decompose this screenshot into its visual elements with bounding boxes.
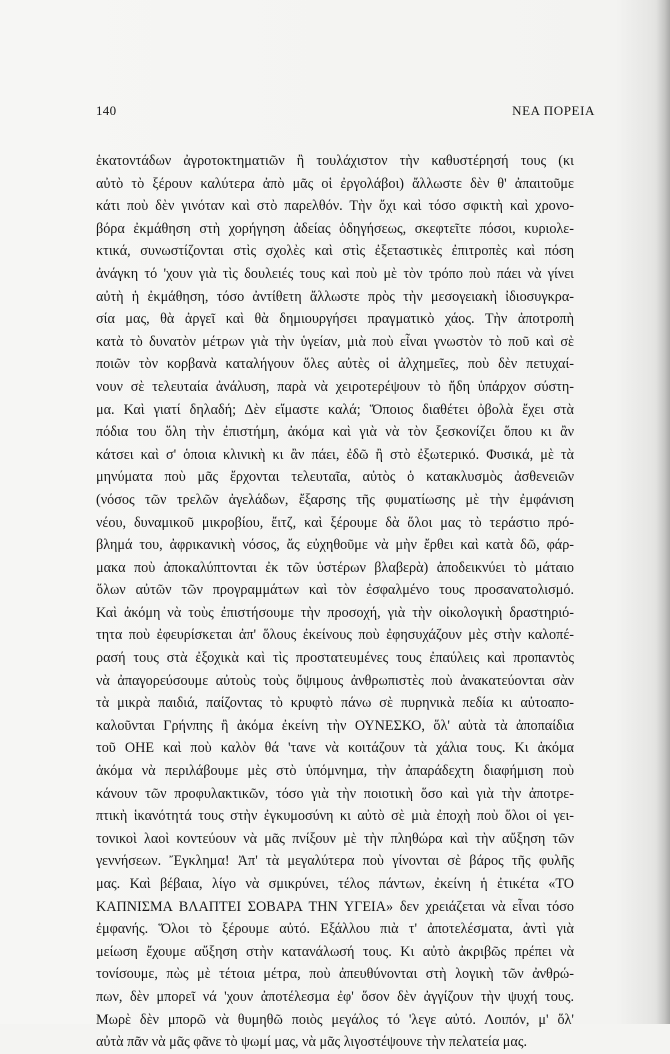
text-line: καλοῦνται Γρήνπης ἢ ἀκόμα ἐκείνη τὴν ΟΥΝΕΣΚΟ, ὅλ' αὐτὰ τὰ ἀποπαίδια [96,717,574,734]
text-line: κτικά, συνωστίζονται στὶς σχολὲς καὶ στὶς ἐξεταστικὲς ἐπιτροπὲς καὶ πόση [96,243,574,260]
text-line: ἀνάγκη τό 'χουν γιὰ τὶς δουλειές τους καὶ ποὺ μὲ τὸν τρόπο ποὺ πάει νὰ γίνει [96,265,574,282]
text-line: τὰ μικρὰ παιδιά, παίζοντας τὸ κρυφτὸ πάνω σὲ πυρηνικὰ πεδία κι αὐτοαπο- [96,695,574,712]
text-line: κάνουν τῶν προφυλακτικῶν, τόσο γιὰ τὴν ποιοτικὴ ὅσο καὶ γιὰ τὴν ἀποτρε- [96,785,574,802]
text-line: μηνύματα ποὺ μᾶς ἔρχονται τελευταῖα, αὐτὸς ὁ κατακλυσμὸς ἀσθενειῶν [96,469,574,486]
text-line: κάτσει καὶ σ' ὁποια κλινικὴ κι ἂν πάει, ἐδῶ ἢ στὸ ἐξωτερικό. Φυσικά, μὲ τὰ [96,446,574,463]
page-edge-shadow [656,0,670,1024]
text-line: Μωρὲ δὲν μπορῶ νὰ θυμηθῶ ποιὸς μεγάλος τό 'λεγε αὐτό. Λοιπόν, μ' ὅλ' [96,1011,574,1028]
text-line: ΚΑΠΝΙΣΜΑ ΒΛΑΠΤΕΙ ΣΟΒΑΡΑ ΤΗΝ ΥΓΕΙΑ» δεν χρειάζεται νὰ εἶναι τόσο [96,898,574,915]
text-line: σία μας, θὰ ἀργεῖ καὶ θὰ δημιουργήσει πραγματικὸ χάος. Τὴν ἀποτροπὴ [96,311,574,328]
text-line: ρασή τους στὰ ἐξοχικὰ καὶ τὶς προστατευμένες τους ἐπαύλεις καὶ προπαντὸς [96,650,574,667]
text-line: πων, δὲν μπορεῖ νά 'χουν ἀποτέλεσμα ἐφ' ὅσον δὲν ἀγγίζουν τὴν ψυχή τους. [96,988,574,1005]
text-line: ἑκατοντάδων ἀγροτοκτηματιῶν ἢ τουλάχιστον τὴν καθυστέρησή τους (κι [96,153,574,169]
text-line: κατὰ τὸ δυνατὸν μέτρων γιὰ τὴν ὑγείαν, μιὰ ποὺ εἶναι γνωστὸν τὸ ποῦ καὶ σὲ [96,333,574,350]
body-text [96,150,574,1054]
text-line: βόρα ἐκμάθηση στὴ χορήγηση ἀδείας ὁδηγήσεως, σκεφτεῖτε πόσοι, κυριολε- [96,220,574,237]
text-line: μα. Καὶ γιατί δηλαδή; Δὲν εἴμαστε καλά; Ὅποιος διαθέτει ὀβολὰ ἔχει στὰ [96,401,574,418]
text-line: μας. Καὶ βέβαια, λίγο νὰ σμικρύνει, τέλος πάντων, ἐκείνη ἡ ἐτικέτα «ΤΟ [96,876,574,892]
text-line: αὐτὸ τὸ ξέρουν καλύτερα ἀπὸ μᾶς οἱ ἐργολάβοι) ἄλλωστε δὲν θ' ἀπαιτοῦμε [96,175,574,192]
text-line: μακα ποὺ ἀποκαλύπτονται ἐκ τῶν ὑστέρων βλαβερὰ) ἀποδεικνύει τὸ μάταιο [96,559,574,576]
text-line: νουν σὲ τελευταία ἀνάλυση, παρὰ νὰ χειροτερέψουν τὸ ἤδη ὑπάρχον σύστη- [96,378,574,395]
text-line: ἀκόμα νὰ περιλάβουμε μὲς στὸ ὑπόμνημα, τὴν ἀπαράδεχτη διαφήμιση ποὺ [96,763,574,780]
text-line: κάτι ποὺ δὲν γινόταν καὶ στὸ παρελθόν. Τὴν ὄχι καὶ τόσο σφικτὴ καὶ χρονο- [96,198,574,215]
text-line: μείωση ἔχουμε αὔξηση στὴν κατανάλωσή τους. Κι αὐτὸ ἀκριβῶς πρέπει νὰ [96,943,574,960]
text-line: βλημά του, ἀφρικανικὴ νόσος, ἄς εὐχηθοῦμε νὰ μὴν ἔρθει καὶ κατὰ δῶ, φάρ- [96,537,574,554]
text-line: νὰ ἀπαγορεύσουμε αὐτοὺς τοὺς ὄψιμους ἀνθρωπιστὲς ποὺ ἀνακατεύονται σὰν [96,672,574,689]
text-line: τητα ποὺ ἐφευρίσκεται ἀπ' ὅλους ἐκείνους ποὺ ἐφησυχάζουν μὲς στὴν καλοπέ- [96,627,574,644]
text-line: πτικὴ ἱκανότητά τους στὴν ἐγκυμοσύνη κι αὐτὸ σὲ μιὰ ἐποχὴ ποὺ ὅλοι οἱ γει- [96,808,574,825]
text-line: ποιῶν τὸν κορβανὰ καταλήγουν ὅλες αὐτὲς οἱ ἀλχημεῖες, ποὺ δὲν πετυχαί- [96,356,574,373]
page-number: 140 [96,103,117,118]
text-line: νέου, δυναμικοῦ μικροβίου, ἔιτζ, καὶ ξέρουμε δὰ ὅλοι μας τὸ τεράστιο πρό- [96,514,574,531]
text-line: ὅλων αὐτῶν τῶν προγραμμάτων καὶ τὸν ἐσφαλμένο τους προσανατολισμό. [96,582,574,599]
text-line: πόδια του ὅλη τὴν ἐπιστήμη, ἀκόμα καὶ γιὰ νὰ τὸν ξεσκονίζει ὅπου κι ἂν [96,424,574,441]
text-line: τονικοὶ λαοὶ κοντεύουν νὰ μᾶς πνίξουν μὲ τὴν πληθώρα καὶ τὴν αὔξηση τῶν [96,830,574,847]
text-line: τοῦ ΟΗΕ καὶ ποὺ καλὸν θά 'τανε νὰ κοιτάζουν τὰ χάλια τους. Κι ἀκόμα [96,740,574,757]
text-line: αὐτὰ πᾶν νὰ μᾶς φᾶνε τὸ ψωμί μας, νὰ μᾶς λιγοστέψουνε τὴν πελατεία μας. [96,1034,528,1051]
text-line: ἐμφανής. Ὅλοι τὸ ξέρουμε αὐτό. Εξάλλου πιὰ τ' ἀποτελέσματα, ἀντὶ γιὰ [96,921,574,938]
text-line: Καὶ ἀκόμη νὰ τοὺς ἐπιστήσουμε τὴν προσοχή, γιὰ τὴν οἰκολογικὴ δραστηριό- [96,604,574,621]
text-line: γεννήσεων. Ἔγκλημα! Ἀπ' τὰ μεγαλύτερα ποὺ γίνονται σὲ βάρος τῆς φυλῆς [96,853,574,870]
text-line: τονίσουμε, πὼς μὲ τέτοια μέτρα, ποὺ ἀπευθύνονται στὴ λογικὴ τῶν ἀνθρώ- [96,966,574,983]
running-title: ΝΕΑ ΠΟΡΕΙΑ [512,103,595,118]
text-line: αὐτὴ ἡ ἐκμάθηση, τόσο ἀντίθετη ἄλλωστε πρὸς τὴν μεσογειακὴ ἰδιοσυγκρα- [96,288,574,305]
text-line: (νόσος τῶν τρελῶν ἀγελάδων, ἔξαρσης τῆς φυματίωσης μὲ τὴν ἐμφάνιση [96,491,574,508]
